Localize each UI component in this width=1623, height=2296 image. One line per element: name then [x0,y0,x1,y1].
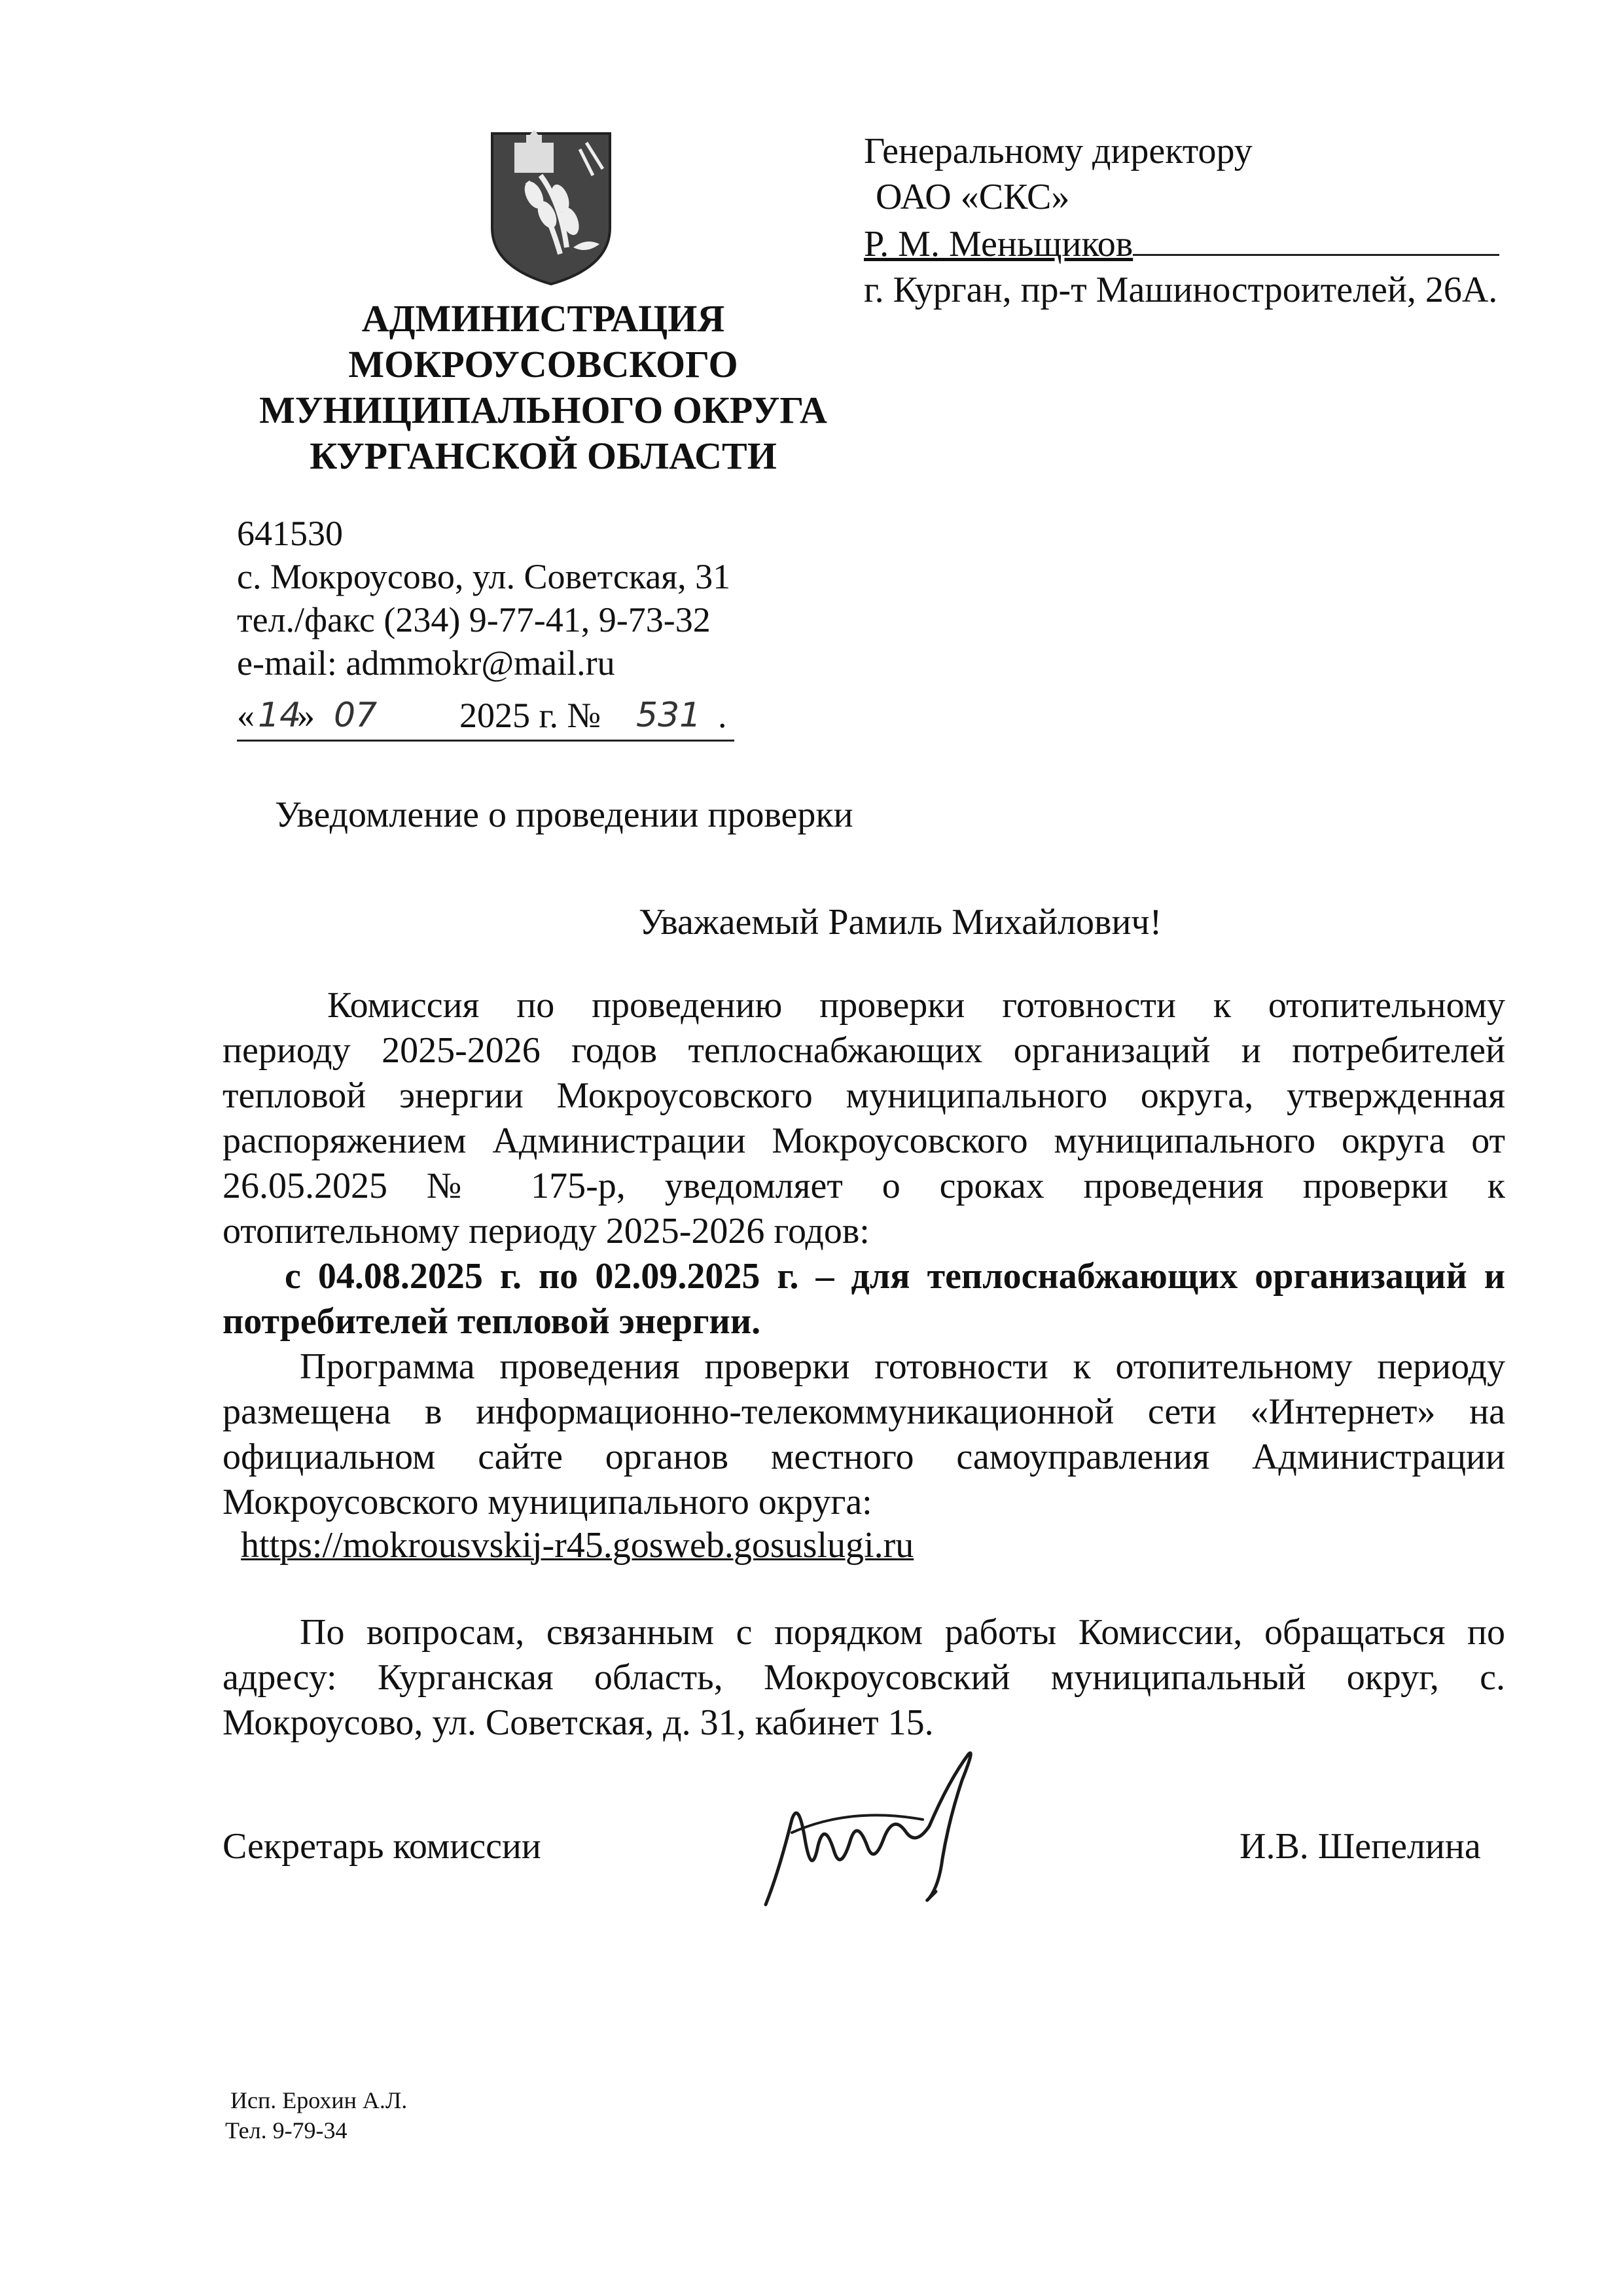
org-phone: тел./факс (234) 9-77-41, 9-73-32 [237,600,711,639]
addressee-underline [1133,220,1499,256]
body-paragraph-3 [223,1610,1505,1746]
handwritten-signature [753,1741,1034,1918]
body-p1-line: распоряжением Администрации Мокроусовского муниципального округа от [223,1121,1505,1161]
addressee-company: ОАО «СКС» [876,177,1070,217]
addressee-address: г. Курган, пр-т Машиностроителей, 26А. [864,270,1498,310]
body-p1-line: периоду 2025-2026 годов теплоснабжающих организаций и потребителей [223,1030,1505,1071]
body-p2-line: Мокроусовского муниципального округа: [223,1482,872,1522]
organization-header [196,296,890,479]
website-link[interactable]: https://mokrousvskij-r45.gosweb.gosuslugi.ru [241,1525,914,1566]
inspection-period-line: потребителей тепловой энергии. [223,1301,761,1342]
inspection-period [223,1254,1505,1344]
date-line-end: . [718,696,727,735]
signer-name: И.В. Шепелина [1240,1826,1481,1867]
body-p3-line: Мокроусово, ул. Советская, д. 31, кабинет 15. [223,1702,934,1743]
body-p1-line: тепловой энергии Мокроусовского муниципального округа, утвержденная [223,1075,1505,1116]
body-p2-line: официальном сайте органов местного самоуправления Администрации [223,1437,1505,1477]
addressee-name: Р. М. Меньщиков [864,224,1133,264]
executor-phone: Тел. 9-79-34 [225,2117,348,2144]
letter-greeting: Уважаемый Рамиль Михайлович! [639,902,1162,942]
body-p3-line: адресу: Курганская область, Мокроусовский муниципальный округ, с. [223,1657,1505,1698]
body-p1-line: Комиссия по проведению проверки готовности к отопительному [327,985,1505,1026]
addressee-block [864,128,1499,313]
coat-of-arms-emblem [488,130,614,287]
org-line-3: МУНИЦИПАЛЬНОГО ОКРУГА [259,389,827,431]
org-address: с. Мокроусово, ул. Советская, 31 [237,557,731,596]
org-contacts [237,512,730,685]
date-close-quote: » [297,696,315,735]
document-number-handwritten: 531 [636,696,702,735]
body-paragraph-1 [223,983,1505,1254]
date-day-handwritten: 14 [258,696,302,735]
org-line-2: МОКРОУСОВСКОГО [348,343,738,386]
letter-subject: Уведомление о проведении проверки [275,795,853,835]
executor-name: Исп. Ерохин А.Л. [230,2087,408,2113]
body-p2-line: размещена в информационно-телекоммуникационной сети «Интернет» на [223,1391,1505,1432]
body-p2-line: Программа проведения проверки готовности к отопительному периоду [300,1346,1505,1387]
body-p3-line: По вопросам, связанным с порядком работы Комиссии, обращаться по [300,1612,1505,1653]
document-date-number [237,694,734,742]
body-p1-line: отопительному периоду 2025-2026 годов: [223,1211,870,1251]
body-paragraph-2 [223,1344,1505,1525]
addressee-name-line [864,220,1499,267]
org-line-4: КУРГАНСКОЙ ОБЛАСТИ [310,435,777,477]
body-p1-line: 26.05.2025 № 175-р, уведомляет о сроках проведения проверки к [223,1166,1505,1206]
date-open-quote: « [237,696,255,735]
org-line-1: АДМИНИСТРАЦИЯ [361,297,725,340]
addressee-position: Генеральному директору [864,131,1253,171]
inspection-period-line: с 04.08.2025 г. по 02.09.2025 г. – для теплоснабжающих организаций и [285,1256,1505,1297]
signer-role: Секретарь комиссии [223,1826,541,1867]
org-email: e-mail: admmokr@mail.ru [237,643,615,683]
postcode: 641530 [237,514,343,553]
date-month-handwritten: 07 [334,696,378,735]
date-year-no: 2025 г. № [459,696,601,735]
executor-info [225,2085,407,2145]
